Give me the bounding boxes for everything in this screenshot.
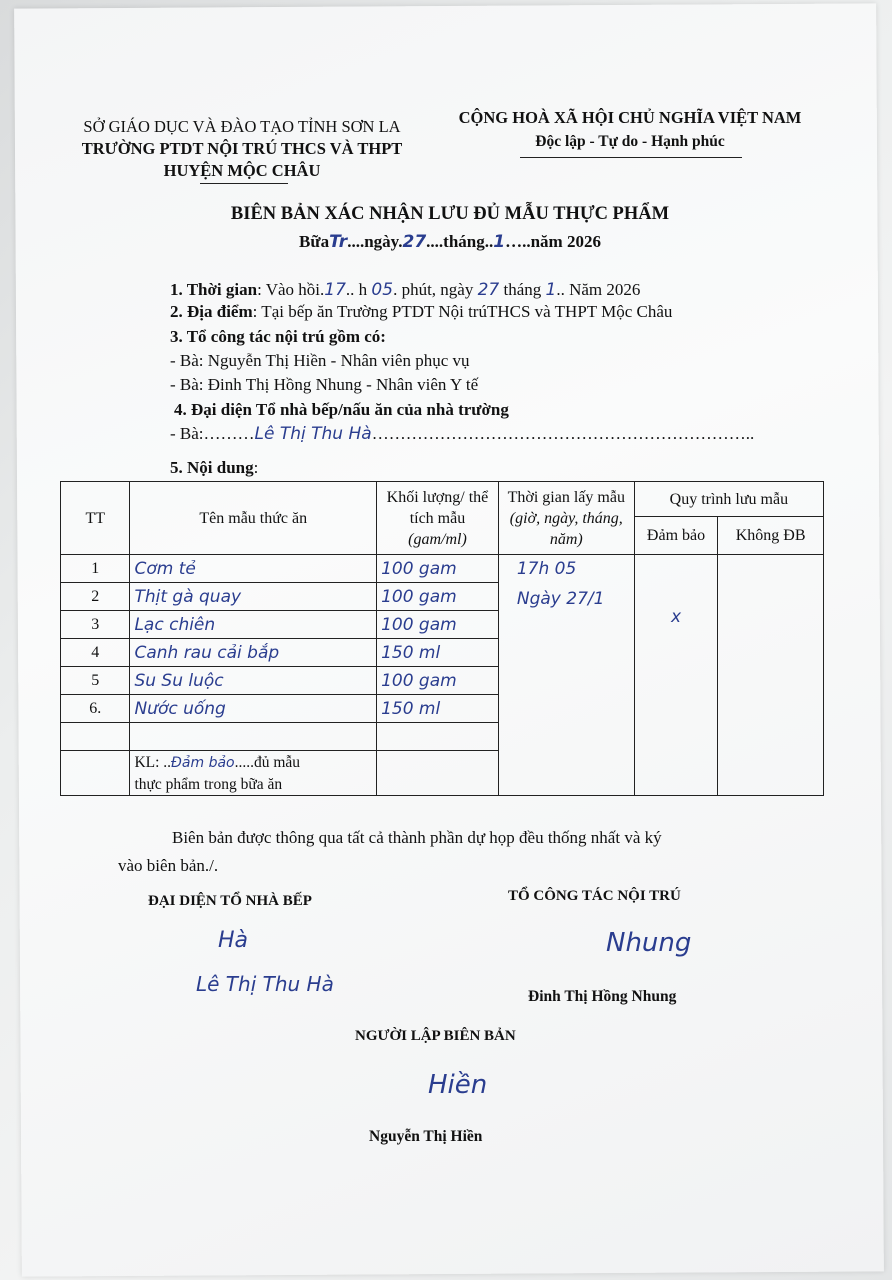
row-mass: 100 gam [377, 583, 499, 611]
month1-handwritten: 1 [545, 280, 557, 300]
author-title: NGƯỜI LẬP BIÊN BẢN [355, 1028, 516, 1044]
table-row [61, 555, 824, 583]
row-tt: 4 [61, 639, 130, 667]
header-food-name: Tên mẫu thức ăn [130, 482, 377, 555]
header-right [440, 106, 820, 154]
row-food-name: Su Su luộc [130, 667, 377, 695]
row-tt: 3 [61, 611, 130, 639]
not-ok-cell [718, 555, 824, 796]
section-time [170, 280, 640, 300]
time-text-e: .. Năm 2026 [556, 280, 641, 299]
header-mass-text: Khối lượng/ thể tích mẫu [386, 488, 489, 527]
header-mass [377, 482, 499, 555]
sample-date-handwritten: Ngày 27/1 [516, 589, 605, 609]
closing-line-2: vào biên bản./. [118, 856, 219, 875]
boarding-signature: Nhung [606, 928, 692, 958]
kitchen-rep-title: ĐẠI DIỆN TỔ NHÀ BẾP [148, 893, 312, 909]
conclusion-line2: thực phẩm trong bữa ăn [134, 775, 283, 793]
row-food-name: Canh rau cải bắp [130, 639, 377, 667]
kitchen-rep-suffix: ………………………………………………………….. [371, 424, 755, 443]
header-left-underline [200, 183, 288, 184]
minute-handwritten: 05 [371, 280, 394, 300]
header-tt: TT [61, 482, 130, 555]
header-time-detail: (giờ, ngày, tháng, năm) [509, 509, 623, 548]
team-member-1: - Bà: Nguyễn Thị Hiền - Nhân viên phục vụ [170, 351, 470, 370]
subtitle-year-label: …..năm 2026 [505, 232, 601, 251]
country-name: CỘNG HOÀ XÃ HỘI CHỦ NGHĨA VIỆT NAM [458, 108, 802, 127]
row-food-name: Nước uống [130, 695, 377, 723]
meal-handwritten: Tr [329, 232, 348, 252]
row-mass: 150 ml [377, 639, 499, 667]
row-mass: 150 ml [377, 695, 499, 723]
motto-underline [520, 157, 742, 158]
section-location-label: 2. Địa điểm [170, 302, 253, 321]
time-text-b: .. h [345, 280, 372, 299]
section-time-label: 1. Thời gian [170, 280, 258, 299]
section-content-colon: : [253, 458, 259, 477]
author-name: Nguyễn Thị Hiền [369, 1128, 483, 1145]
row-food-name: Lạc chiên [130, 611, 377, 639]
ok-check-mark: x [670, 607, 682, 627]
row-tt: 2 [61, 583, 130, 611]
kitchen-rep-prefix: - Bà:……… [170, 424, 255, 443]
header-not-ok: Không ĐB [718, 517, 824, 555]
row-mass [377, 723, 499, 751]
header-time-text: Thời gian lấy mẫu [507, 488, 625, 506]
header-mass-unit: (gam/ml) [408, 530, 467, 548]
table-header-row [61, 482, 824, 517]
row-tt [61, 723, 130, 751]
row-tt [61, 751, 130, 796]
section-content-label: 5. Nội dung [170, 458, 254, 477]
kitchen-name-handwritten: Lê Thị Thu Hà [196, 972, 334, 996]
row-mass: 100 gam [377, 611, 499, 639]
kitchen-representative [170, 424, 754, 444]
department-name: SỞ GIÁO DỤC VÀ ĐÀO TẠO TỈNH SƠN LA [83, 117, 401, 136]
conclusion-suffix: .....đủ mẫu [234, 753, 301, 771]
time-text-a: : Vào hồi. [257, 280, 325, 299]
row-mass: 100 gam [377, 555, 499, 583]
conclusion-handwritten: Đảm bảo [171, 754, 235, 771]
time-text-c: . phút, ngày [393, 280, 478, 299]
row-food-name [130, 723, 377, 751]
conclusion-mass-cell [377, 751, 499, 796]
row-food-name: Thịt gà quay [130, 583, 377, 611]
header-time [498, 482, 634, 555]
document-title: BIÊN BẢN XÁC NHẬN LƯU ĐỦ MẪU THỰC PHẨM [230, 204, 670, 224]
school-name: TRƯỜNG PTDT NỘI TRÚ THCS VÀ THPT [81, 139, 403, 158]
day1-handwritten: 27 [477, 280, 500, 300]
row-tt: 5 [61, 667, 130, 695]
sample-time-handwritten: 17h 05 [516, 559, 577, 579]
row-mass: 100 gam [377, 667, 499, 695]
time-text-d: tháng [499, 280, 546, 299]
closing-line-1: Biên bản được thông qua tất cả thành phần dự họp đều thống nhất và ký [172, 828, 662, 847]
month-handwritten: 1 [493, 232, 506, 252]
section-content [170, 458, 258, 478]
section-team-label: 3. Tổ công tác nội trú gồm có: [170, 327, 386, 346]
ok-cell [634, 555, 718, 796]
sample-time-cell [498, 555, 634, 796]
hour-handwritten: 17 [324, 280, 346, 300]
section-location-text: : Tại bếp ăn Trường PTDT Nội trúTHCS và THPT Mộc Châu [252, 302, 673, 321]
boarding-team-title: TỔ CÔNG TÁC NỘI TRÚ [508, 888, 681, 904]
team-member-2: - Bà: Đinh Thị Hồng Nhung - Nhân viên Y tế [170, 375, 479, 394]
subtitle-month-label: ....tháng.. [426, 232, 494, 251]
day-handwritten: 27 [402, 232, 427, 252]
author-signature: Hiền [428, 1070, 488, 1100]
motto: Độc lập - Tự do - Hạnh phúc [535, 133, 725, 150]
conclusion-cell [130, 751, 377, 796]
boarding-name: Đinh Thị Hồng Nhung [528, 988, 677, 1005]
row-food-name: Cơm tẻ [130, 555, 377, 583]
header-ok: Đảm bảo [634, 517, 718, 555]
document-subtitle [90, 232, 810, 252]
subtitle-prefix: Bữa [299, 232, 330, 251]
district-name: HUYỆN MỘC CHÂU [163, 161, 321, 180]
header-process: Quy trình lưu mẫu [634, 482, 823, 517]
section-kitchen-label: 4. Đại diện Tổ nhà bếp/nấu ăn của nhà trường [174, 400, 509, 419]
row-tt: 6. [61, 695, 130, 723]
food-sample-table [60, 481, 824, 796]
conclusion-prefix: KL: .. [134, 753, 172, 771]
subtitle-day-label: ....ngày. [347, 232, 403, 251]
kitchen-signature: Hà [218, 928, 249, 953]
header-left [62, 116, 422, 182]
kitchen-rep-name-handwritten: Lê Thị Thu Hà [254, 424, 372, 444]
section-location [170, 302, 672, 322]
row-tt: 1 [61, 555, 130, 583]
